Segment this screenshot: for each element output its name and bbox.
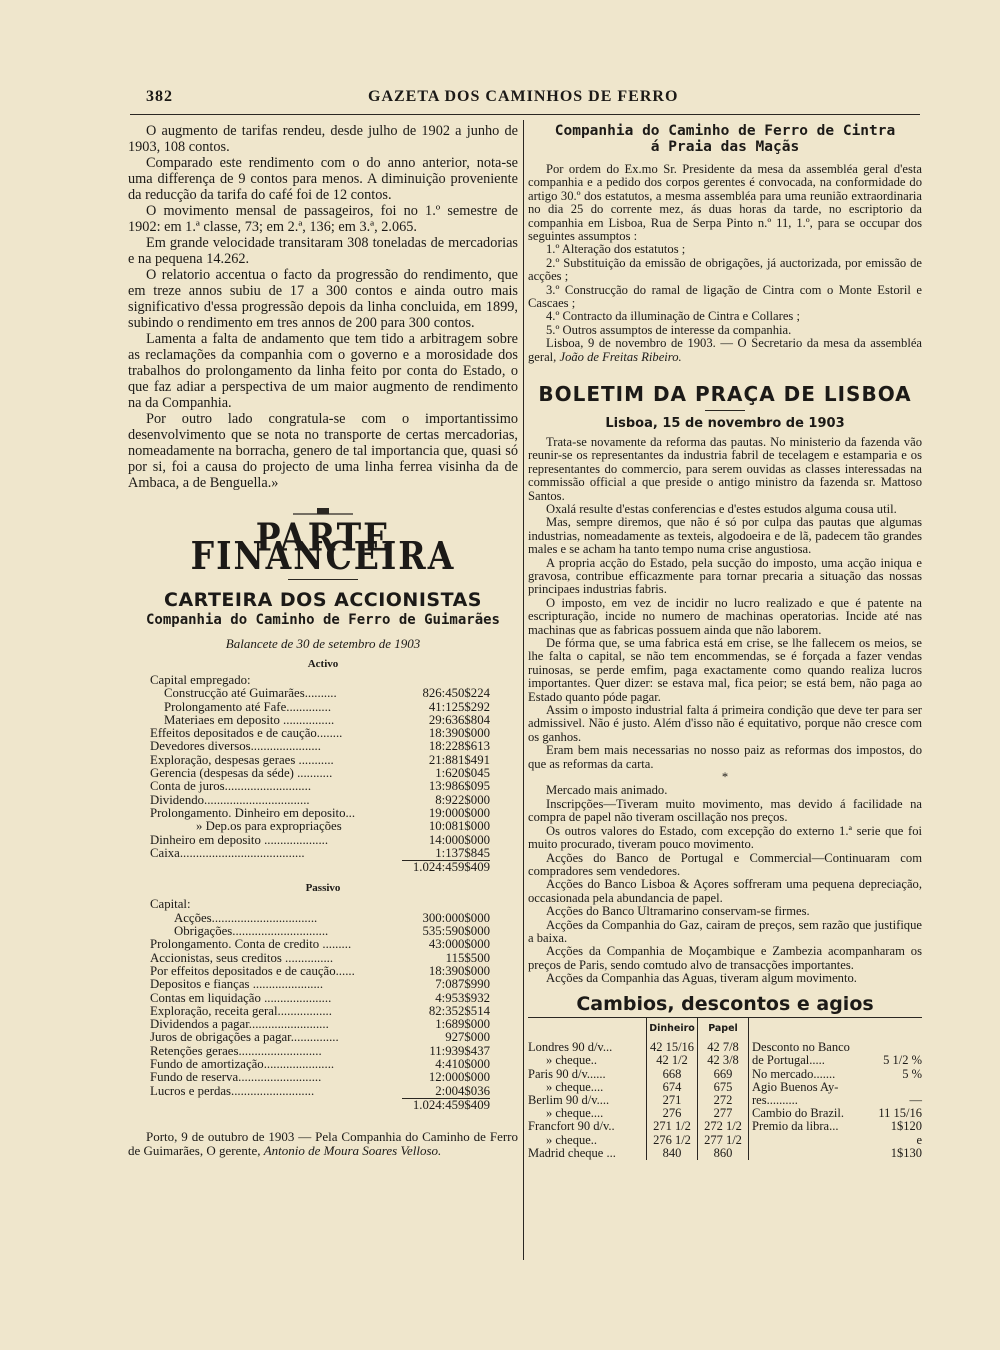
papel-cell: 277 [698, 1107, 749, 1120]
balance-row: Capital empregado: [150, 674, 251, 687]
paragraph: Mercado mais animado. [546, 783, 668, 798]
page-number: 382 [146, 88, 173, 105]
paragraph: Acções da Companhia de Moçambique e Zambezia acompanharam os preços de Paris, sendo comtudo alvo de transacções importantes. [528, 944, 922, 972]
paragraph: O augmento de tarifas rendeu, desde julho de 1902 a junho de 1903, 108 contos. [128, 123, 518, 155]
balance-row: Conta de juros........................... 13:986$095 [150, 779, 490, 794]
dinheiro-cell: 42 1/2 [647, 1054, 698, 1067]
cintra-title: Companhia do Caminho de Ferro de Cintra á Praia das Maçãs [554, 123, 896, 155]
balance-row: Lucros e perdas.......................... 2:004$036 [150, 1083, 490, 1098]
table-row [528, 1081, 922, 1094]
balance-row: Juros de obrigações a pagar............... 927$000 [150, 1030, 490, 1045]
dinheiro-cell: 674 [647, 1081, 698, 1094]
cambio-label: » cheque.... [546, 1106, 604, 1121]
agio-value [870, 1081, 922, 1094]
balance-row: Gerencia (despesas da séde) ........... 1:620$045 [150, 766, 490, 781]
balance-row: Exploração, receita geral................. 82:352$514 [150, 1003, 490, 1018]
balance-row: Dinheiro em deposito .................... 14:000$000 [150, 832, 490, 847]
company-title: Companhia do Caminho de Ferro de Guimarães [145, 612, 500, 628]
papel-cell: 669 [698, 1068, 749, 1081]
dinheiro-cell: 271 1/2 [647, 1120, 698, 1133]
cambio-label: » cheque.... [546, 1079, 604, 1094]
journal-title: GAZETA DOS CAMINHOS DE FERRO [368, 88, 679, 105]
balance-row: Caixa....................................... 1:137$845 [150, 845, 490, 860]
balance-row: Depositos e fianças ...................... 7:087$990 [150, 977, 490, 992]
signature-name: Antonio de Moura Soares Velloso. [263, 1142, 442, 1158]
dinheiro-cell: 276 [647, 1107, 698, 1120]
paragraph: Acções da Companhia do Gaz, cairam de preços, sem razão que justifique a baixa. [528, 917, 922, 945]
balance-row: Fundo de reserva.......................... 12:000$000 [150, 1070, 490, 1085]
agio-value: 1$130 [890, 1145, 922, 1160]
balance-row: Fundo de amortização...................... 4:410$000 [150, 1057, 490, 1072]
agio-label [749, 1147, 871, 1160]
balance-row: Retenções geraes.......................... 11:939$437 [150, 1043, 490, 1058]
balance-row: Acções................................. 300:000$000 [174, 910, 490, 925]
header-rule [130, 114, 920, 115]
balance-row: Dividendos a pagar......................... 1:689$000 [150, 1017, 490, 1032]
agio-label: Desconto no Banco [749, 1041, 871, 1054]
papel-cell: 272 [698, 1094, 749, 1107]
table-row [528, 1120, 922, 1133]
paragraph: Acções do Banco Ultramarino conservam-se firmes. [546, 904, 810, 919]
passivo-table [128, 898, 518, 1112]
agio-value: 11 15/16 [878, 1106, 922, 1121]
paragraph: De fórma que, se uma fabrica está em crise, se lhe fallecem os meios, se lhe falta o capital, se não tem encommendas, se é forçada a fazer vendas ruinosas, se perde emfim, paga exactamente como quando realiza lucros importantes. Quer dizer: se estava mal, fica peior; se está bem, não paga ao Estado quanto póde pagar. [528, 636, 922, 704]
cambio-label: Madrid cheque ... [528, 1145, 616, 1160]
dinheiro-cell: 668 [647, 1068, 698, 1081]
boletim-body [528, 436, 922, 986]
agio-value: — [909, 1092, 922, 1107]
activo-table [128, 674, 518, 874]
agio-label: No mercado....... [749, 1068, 871, 1081]
cintra-item: 1.º Alteração dos estatutos ; [546, 242, 686, 257]
paragraph: Assim o imposto industrial falta á primeira condição que deve ter para ser admissivel. Não é justo. Além d'isso não é equitativo, porque não cresce com os ganhos. [528, 703, 922, 744]
papel-cell: 277 1/2 [698, 1134, 749, 1147]
cambio-label: Paris 90 d/v...... [528, 1066, 606, 1081]
agio-label: res.......... [749, 1094, 871, 1107]
passivo-heading: Passivo [305, 882, 341, 895]
dinheiro-cell: 840 [647, 1147, 698, 1160]
dinheiro-cell: 276 1/2 [647, 1134, 698, 1147]
balance-row: Accionistas, seus creditos ............... 115$500 [150, 950, 490, 965]
papel-cell: 272 1/2 [698, 1120, 749, 1133]
left-column [128, 123, 518, 1157]
asterisk-separator: * [721, 770, 729, 785]
paragraph: Eram bem mais necessarias no nosso paiz as reformas dos impostos, do que as reformas da carta. [528, 743, 922, 771]
dinheiro-cell: 42 15/16 [647, 1041, 698, 1054]
paragraph: Trata-se novamente da reforma das pautas. No ministerio da fazenda vão reunir-se os representantes da industria fabril de tecelagem e estamparia e os representantes do commercio, para serem ouvidas as classes interessadas na commissão official a que preside o antigo ministro da fazenda sr. Mattoso Santos. [528, 434, 922, 503]
papel-cell: 860 [698, 1147, 749, 1160]
table-row [528, 1134, 922, 1147]
agio-value: 1$120 [890, 1119, 922, 1134]
papel-cell: 42 7/8 [698, 1041, 749, 1054]
boletim-date: Lisboa, 15 de novembro de 1903 [605, 415, 845, 431]
agio-value: 5 1/2 % [883, 1053, 922, 1068]
balance-row: Exploração, despesas geraes ........... 21:881$491 [150, 752, 490, 767]
cintra-intro: Por ordem do Ex.mo Sr. Presidente da mesa da assembléa geral d'esta companhia e a pedido dos corpos gerentes é convocada, na conformidade do artigo 30.º dos estatutos, a mesma assembléa para uma reunião extraordinaria no dia 25 do corrente mez, ás duas horas da tarde, no escriptorio da companhia em Lisboa, Rua de Serpa Pinto n.º 11, 1.º, para se occupar dos seguintes assumptos : [528, 162, 922, 244]
column-header-dinheiro: Dinheiro [647, 1018, 698, 1041]
balance-row: Prolongamento. Dinheiro em deposito... 19:000$000 [150, 805, 490, 820]
section-title-parte-financeira: PARTE FINANCEIRA [190, 514, 456, 579]
dinheiro-cell: 271 [647, 1094, 698, 1107]
paragraph: O relatorio accentua o facto da progressão do rendimento, que em treze annos subiu de 17 a 300 contos e ainda outro mais significativo d'essa progressão depois da linha concluida, em 1899, subindo o rendimento em tres annos de 200 para 300 contos. [128, 267, 518, 331]
column-divider [523, 120, 524, 1260]
balance-row: Materiaes em deposito ................ 29:636$804 [164, 712, 490, 727]
cambios-table [528, 1018, 922, 1160]
paragraph: Acções do Banco Lisboa & Açores soffreram uma pequena depreciação, occasionada pela abundancia de papel. [528, 877, 922, 905]
paragraph: Acções do Banco de Portugal e Commercial—Continuaram com compradores sem vendedores. [528, 850, 922, 878]
cintra-item: 3.º Construcção do ramal de ligação de Cintra com o Monte Estoril e Cascaes ; [528, 282, 922, 311]
paragraph: Por outro lado congratula-se com o importantissimo desenvolvimento que se nota no transporte de certas mercadorias, nomeadamente na borracha, genero de tal importancia que, quasi só por si, foi a causa do projecto de uma linha ferrea visinha da de Ambaca, a de Benguella.» [128, 411, 518, 491]
title-rule [288, 579, 358, 580]
cambio-label: Berlim 90 d/v.... [528, 1092, 610, 1107]
activo-heading: Activo [307, 658, 339, 670]
cintra-item: 5.º Outros assumptos de interesse da companhia. [546, 322, 792, 337]
cambio-label: » cheque.. [546, 1132, 598, 1147]
paragraph: A propria acção do Estado, pela sucção do imposto, uma acção iniqua e gravosa, contribue efficazmente para tornar precaria a situação das nossas principaes industrias fabris. [528, 555, 922, 597]
cambios-title: Cambios, descontos e agios [576, 992, 874, 1015]
balance-row: Construcção até Guimarães.......... 826:450$224 [164, 686, 490, 701]
balance-row: Dividendo................................. 8:922$000 [150, 792, 490, 807]
cintra-item: 4.º Contracto da illuminação de Cintra e Collares ; [546, 309, 800, 324]
agio-label: Agio Buenos Ay- [749, 1081, 871, 1094]
paragraph: Mas, sempre diremos, que não é só por culpa das pautas que algumas industrias, nomeadamente as texteis, algodoeira e de lã, padecem tão grandes males e se acham ha tanto tempo numa crise angustiosa. [528, 515, 922, 557]
paragraph: O movimento mensal de passageiros, foi no 1.º semestre de 1902: em 1.ª classe, 73; em 2.ª, 136; em 3.ª, 2.065. [128, 203, 518, 235]
balance-row: » Dep.os para expropriações 10:081$000 [196, 819, 490, 834]
cintra-item: 2.º Substituição da emissão de obrigações, já auctorizada, por emissão de acções ; [528, 255, 922, 284]
agio-label: de Portugal..... [749, 1054, 871, 1067]
balance-row: Prolongamento. Conta de credito ......... 43:000$000 [150, 937, 490, 952]
paragraph: Inscripções—Tiveram muito movimento, mas devido á facilidade na compra de papel não tiveram oscillação nos preços. [528, 796, 922, 825]
paragraph: Lamenta a falta de andamento que tem tido a arbitragem sobre as reclamações da companhia com o governo e a morosidade dos trabalhos do prolongamento da linha feito por conta do Estado, o que faz adiar a perspectiva de um maior augmento de rendimento na da Companhia. [128, 331, 518, 411]
section-title-carteira: CARTEIRA DOS ACCIONISTAS [164, 589, 482, 611]
right-column [528, 123, 922, 1160]
activo-total: 1.024:459$409 [402, 860, 490, 874]
cambio-label: Londres 90 d/v... [528, 1040, 613, 1055]
balance-row: Por effeitos depositados e de caução...... 18:390$000 [150, 963, 490, 978]
balance-row: Effeitos depositados e de caução........ 18:390$000 [150, 726, 490, 741]
balance-row: Devedores diversos...................... 18:228$613 [150, 739, 490, 754]
balance-row: Prolongamento até Fafe.............. 41:125$292 [164, 699, 490, 714]
boletim-title: BOLETIM DA PRAÇA DE LISBOA [538, 382, 912, 407]
paragraph: Em grande velocidade transitaram 308 toneladas de mercadorias e na pequena 14.262. [128, 235, 518, 267]
agio-value: 5 % [902, 1066, 922, 1081]
agio-value: e [916, 1132, 922, 1147]
agio-label: Cambio do Brazil. [749, 1107, 871, 1120]
papel-cell: 42 3/8 [698, 1054, 749, 1067]
paragraph: Acções da Companhia das Aguas, tiveram algum movimento. [546, 971, 857, 986]
table-header-row [528, 1018, 922, 1041]
balance-row: Obrigações.............................. 535:590$000 [174, 924, 490, 939]
table-row [528, 1054, 922, 1067]
balance-row: Contas em liquidação ..................... 4:953$932 [150, 990, 490, 1005]
article-continuation [128, 123, 518, 491]
table-row [528, 1147, 922, 1160]
passivo-total: 1.024:459$409 [402, 1098, 490, 1112]
paragraph: Oxalá resulte d'estas conferencias e d'estes estudos alguma cousa util. [546, 501, 897, 516]
column-header-papel: Papel [698, 1018, 749, 1041]
paragraph: Os outros valores do Estado, com excepção do externo 1.ª serie que foi muito procurado, tiveram pouco movimento. [528, 823, 922, 852]
cambio-label: Francfort 90 d/v.. [528, 1119, 615, 1134]
paragraph: Comparado este rendimento com o do anno anterior, nota-se uma differença de 9 contos para menos. A diminuição proveniente da reducção da tarifa do café foi de 12 contos. [128, 155, 518, 203]
balancete-date: Balancete de 30 de setembro de 1903 [225, 636, 421, 651]
agio-label [749, 1134, 871, 1147]
table-row [528, 1068, 922, 1081]
cintra-signature: Lisboa, 9 de novembro de 1903. — O Secretario da mesa da assembléa geral, João de Freitas Ribeiro. [528, 336, 922, 364]
balance-row: Capital: [150, 898, 191, 912]
papel-cell: 675 [698, 1081, 749, 1094]
page-header [130, 88, 920, 112]
agio-label: Premio da libra... [749, 1120, 871, 1133]
signature-line: Porto, 9 de outubro de 1903 — Pela Companhia do Caminho de Ferro de Guimarães, O gerente, Antonio de Moura Soares Velloso. [128, 1129, 518, 1158]
title-rule [705, 410, 745, 411]
paragraph: O imposto, em vez de incidir no lucro realizado e que é patente na escripturação, incide no numero de machinas operatorias. Incide até nas machinas que as fabricas possuem ainda que não laborem. [528, 595, 922, 637]
cambio-label: » cheque.. [546, 1053, 598, 1068]
